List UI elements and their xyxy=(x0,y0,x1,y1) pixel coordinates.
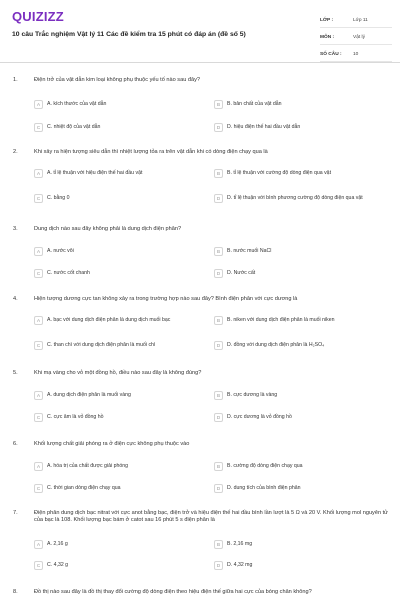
option-letter: B xyxy=(214,316,223,325)
option-a[interactable] xyxy=(34,388,204,402)
option-text: D. Nước cất xyxy=(227,269,256,276)
option-text: A. tỉ lệ thuận với hiệu điện thế hai đầu vật xyxy=(47,169,143,176)
question-number: 7. xyxy=(13,510,18,516)
option-letter: D xyxy=(214,561,223,570)
meta-value: 10 xyxy=(353,52,359,57)
option-text: C. bằng 0 xyxy=(47,194,70,201)
option-text: C. nước cốt chanh xyxy=(47,269,90,276)
option-text: D. đồng với dung dịch điện phân là H₂SO₄ xyxy=(227,341,325,348)
option-b[interactable] xyxy=(214,166,384,180)
option-text: A. dung dịch điện phân là muối vàng xyxy=(47,391,131,398)
option-letter: A xyxy=(34,100,43,109)
question-4 xyxy=(0,296,400,358)
option-text: B. 2,16 mg xyxy=(227,540,253,547)
page-title: 10 câu Trắc nghiệm Vật lý 11 Các đề kiểm tra 15 phút có đáp án (đề số 5) xyxy=(12,31,246,38)
question-1 xyxy=(0,77,400,132)
option-letter: C xyxy=(34,413,43,422)
option-text: B. cường độ dòng điện chạy qua xyxy=(227,462,303,469)
option-text: B. nước muối NaCl xyxy=(227,247,272,254)
meta-row-count xyxy=(320,48,392,62)
meta-row-subject xyxy=(320,31,392,45)
option-letter: B xyxy=(214,169,223,178)
question-number: 3. xyxy=(13,226,18,232)
option-c[interactable] xyxy=(34,120,204,134)
question-number: 6. xyxy=(13,441,18,447)
question-7 xyxy=(0,510,400,575)
option-text: D. hiệu điện thế hai đầu vật dẫn xyxy=(227,123,301,130)
option-text: B. bản chất của vật dẫn xyxy=(227,100,282,107)
option-text: C. thời gian dòng điện chạy qua xyxy=(47,484,121,491)
option-text: A. kích thước của vật dẫn xyxy=(47,100,107,107)
question-number: 4. xyxy=(13,296,18,302)
meta-label: LỚP : xyxy=(320,18,334,23)
meta-value: Vật lý xyxy=(353,35,365,40)
option-letter: C xyxy=(34,561,43,570)
option-a[interactable] xyxy=(34,537,204,551)
meta-label: SỐ CÂU : xyxy=(320,52,342,57)
option-text: D. tỉ lệ thuận với bình phương cường độ dòng điện qua vật xyxy=(227,194,363,201)
option-c[interactable] xyxy=(34,558,204,572)
worksheet-header xyxy=(0,0,400,63)
question-text: Đồ thị nào sau đây là đồ thị thay đổi cường độ dòng điện theo hiệu điện thế giữa hai cực của bóng chân không? xyxy=(34,589,312,595)
option-c[interactable] xyxy=(34,191,204,205)
option-letter: A xyxy=(34,169,43,178)
option-letter: C xyxy=(34,269,43,278)
option-a[interactable] xyxy=(34,97,204,111)
option-letter: B xyxy=(214,100,223,109)
option-text: C. 4,32 g xyxy=(47,561,69,568)
option-text: D. cực dương là vỏ đồng hồ xyxy=(227,413,292,420)
question-2 xyxy=(0,149,400,209)
question-text: Điện phân dung dịch bạc nitrat với cực anot bằng bạc, điện trở và hiệu điện thế hai đầu bình lần lượt là 5 Ω và 20 V. Khối lượng mol nguyên tử của bạc là 108. Khối lượng bạc bám ở catot sau 16 phút 5 s điện phân là xyxy=(34,510,388,523)
option-text: B. niken với dung dịch điện phân là muối niken xyxy=(227,316,335,323)
option-text: C. cực âm là vỏ đồng hồ xyxy=(47,413,104,420)
question-number: 8. xyxy=(13,589,18,595)
option-letter: D xyxy=(214,194,223,203)
option-c[interactable] xyxy=(34,338,204,352)
option-d[interactable] xyxy=(214,558,384,572)
option-text: A. bạc với dung dịch điện phân là dung dịch muối bạc xyxy=(47,316,171,323)
option-text: C. nhiệt độ của vật dẫn xyxy=(47,123,101,130)
option-letter: C xyxy=(34,341,43,350)
question-3 xyxy=(0,226,400,281)
option-letter: B xyxy=(214,391,223,400)
question-number: 5. xyxy=(13,370,18,376)
option-letter: A xyxy=(34,316,43,325)
option-letter: A xyxy=(34,462,43,471)
question-text: Khối lượng chất giải phóng ra ở điện cực không phụ thuộc vào xyxy=(34,441,190,447)
option-letter: D xyxy=(214,269,223,278)
option-b[interactable] xyxy=(214,97,384,111)
option-letter: A xyxy=(34,391,43,400)
option-c[interactable] xyxy=(34,266,204,280)
option-b[interactable] xyxy=(214,388,384,402)
option-letter: B xyxy=(214,462,223,471)
option-a[interactable] xyxy=(34,166,204,180)
option-d[interactable] xyxy=(214,120,384,134)
option-letter: D xyxy=(214,484,223,493)
option-c[interactable] xyxy=(34,481,204,495)
meta-label: MÔN : xyxy=(320,35,335,40)
option-d[interactable] xyxy=(214,338,384,352)
quizizz-logo: QUIZIZZ xyxy=(12,9,64,24)
question-text: Hiện tượng dương cực tan không xảy ra trong trường hợp nào sau đây? Bình điện phân với cực dương là xyxy=(34,296,298,302)
option-b[interactable] xyxy=(214,244,384,258)
option-a[interactable] xyxy=(34,313,204,327)
option-letter: C xyxy=(34,123,43,132)
question-text: Khi xảy ra hiện tượng siêu dẫn thì nhiệt lượng tỏa ra trên vật dẫn khi có dòng điện chạy qua là xyxy=(34,149,268,155)
option-c[interactable] xyxy=(34,410,204,424)
option-d[interactable] xyxy=(214,410,384,424)
option-a[interactable] xyxy=(34,244,204,258)
option-a[interactable] xyxy=(34,459,204,473)
option-b[interactable] xyxy=(214,537,384,551)
option-d[interactable] xyxy=(214,191,384,205)
question-text: Dung dịch nào sau đây không phải là dung dịch điện phân? xyxy=(34,226,182,232)
option-text: B. tỉ lệ thuận với cường độ dòng điện qua vật xyxy=(227,169,332,176)
question-text: Điện trở của vật dẫn kim loại không phụ thuộc yếu tố nào sau đây? xyxy=(34,77,200,83)
option-text: B. cực dương là vàng xyxy=(227,391,278,398)
option-d[interactable] xyxy=(214,481,384,495)
meta-value: Lớp 11 xyxy=(353,18,368,23)
option-text: D. 4,32 mg xyxy=(227,561,253,568)
option-b[interactable] xyxy=(214,313,384,327)
option-letter: A xyxy=(34,247,43,256)
option-letter: D xyxy=(214,413,223,422)
question-5 xyxy=(0,370,400,425)
option-letter: D xyxy=(214,123,223,132)
option-letter: B xyxy=(214,540,223,549)
option-letter: C xyxy=(34,484,43,493)
option-letter: A xyxy=(34,540,43,549)
option-text: D. dung tích của bình điện phân xyxy=(227,484,301,491)
question-6 xyxy=(0,441,400,496)
meta-row-class xyxy=(320,14,392,28)
option-text: C. than chì với dung dịch điện phân là muối chì xyxy=(47,341,156,348)
question-8 xyxy=(0,589,400,599)
option-text: A. hóa trị của chất được giải phóng xyxy=(47,462,128,469)
option-letter: D xyxy=(214,341,223,350)
option-b[interactable] xyxy=(214,459,384,473)
question-text: Khi mạ vàng cho vỏ một đồng hồ, điều nào sau đây là không đúng? xyxy=(34,370,202,376)
option-letter: C xyxy=(34,194,43,203)
option-text: A. 2,16 g xyxy=(47,540,68,547)
option-d[interactable] xyxy=(214,266,384,280)
option-text: A. nước vôi xyxy=(47,247,74,254)
question-number: 2. xyxy=(13,149,18,155)
option-letter: B xyxy=(214,247,223,256)
meta-info xyxy=(320,14,392,65)
question-number: 1. xyxy=(13,77,18,83)
